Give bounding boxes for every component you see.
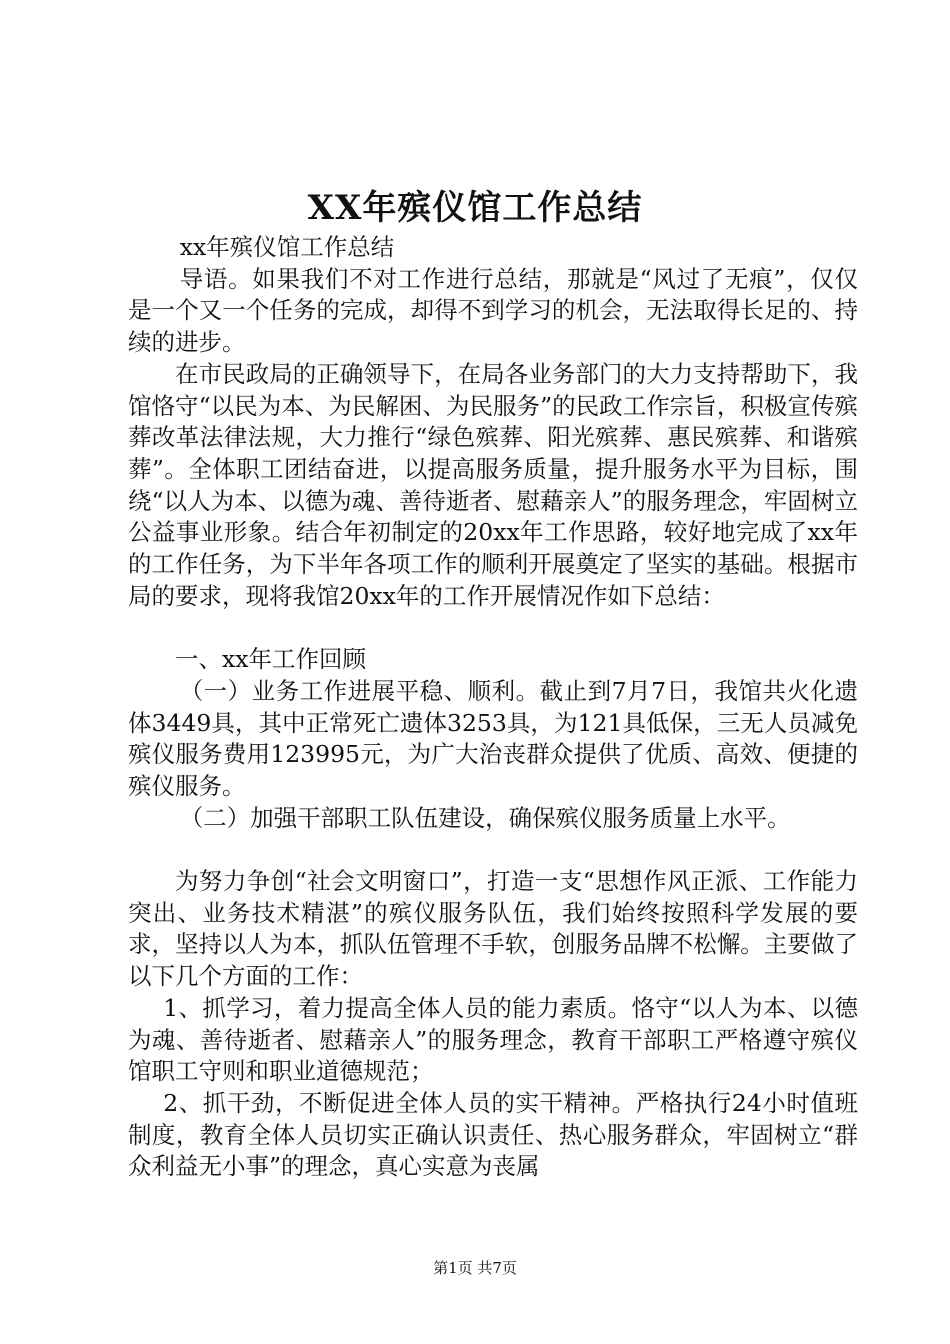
document-title: XX年殡仪馆工作总结 — [307, 188, 643, 228]
team-paragraph: 为努力争创“社会文明窗口”，打造一支“思想作风正派、工作能力突出、业务技术精湛”的殡仪服务队伍，我们始终按照科学发展的要求，坚持以人为本，抓队伍管理不手软，创服务品牌不松懈。主要做了以下几个方面的工作： — [128, 867, 858, 991]
page-footer: 第1页 共7页 — [433, 1259, 517, 1277]
subsection-heading: （二）加强干部职工队伍建设，确保殡仪服务质量上水平。 — [179, 803, 791, 832]
document-body — [128, 232, 858, 1183]
section-heading: 一、xx年工作回顾 — [175, 645, 367, 674]
effort-paragraph: 2、抓干劲，不断促进全体人员的实干精神。严格执行24小时值班制度，教育全体人员切实正确认识责任、热心服务群众，牢固树立“群众利益无小事”的理念，真心实意为丧属 — [128, 1088, 858, 1181]
intro-paragraph: 导语。如果我们不对工作进行总结，那就是“风过了无痕”，仅仅是一个又一个任务的完成，却得不到学习的机会，无法取得长足的、持续的进步。 — [128, 264, 858, 357]
subtitle-paragraph: xx年殡仪馆工作总结 — [179, 233, 395, 261]
paragraph-gap — [128, 612, 858, 644]
paragraph-gap — [128, 834, 858, 866]
business-paragraph: （一）业务工作进展平稳、顺利。截止到7月7日，我馆共火化遗体3449具，其中正常死亡遗体3253具，为121具低保，三无人员减免殡仪服务费用123995元，为广大治丧群众提供了优质、高效、便捷的殡仪服务。 — [128, 676, 858, 800]
study-paragraph: 1、抓学习，着力提高全体人员的能力素质。恪守“以人为本、以德为魂、善待逝者、慰藉亲人”的服务理念，教育干部职工严格遵守殡仪馆职工守则和职业道德规范； — [128, 993, 858, 1086]
overview-paragraph: 在市民政局的正确领导下，在局各业务部门的大力支持帮助下，我馆恪守“以民为本、为民解困、为民服务”的民政工作宗旨，积极宣传殡葬改革法律法规，大力推行“绿色殡葬、阳光殡葬、惠民殡葬、和谐殡葬”。全体职工团结奋进，以提高服务质量，提升服务水平为目标，围绕“以人为本、以德为魂、善待逝者、慰藉亲人”的服务理念，牢固树立公益事业形象。结合年初制定的20xx年工作思路，较好地完成了xx年的工作任务，为下半年各项工作的顺利开展奠定了坚实的基础。根据市局的要求，现将我馆20xx年的工作开展情况作如下总结： — [128, 359, 858, 610]
